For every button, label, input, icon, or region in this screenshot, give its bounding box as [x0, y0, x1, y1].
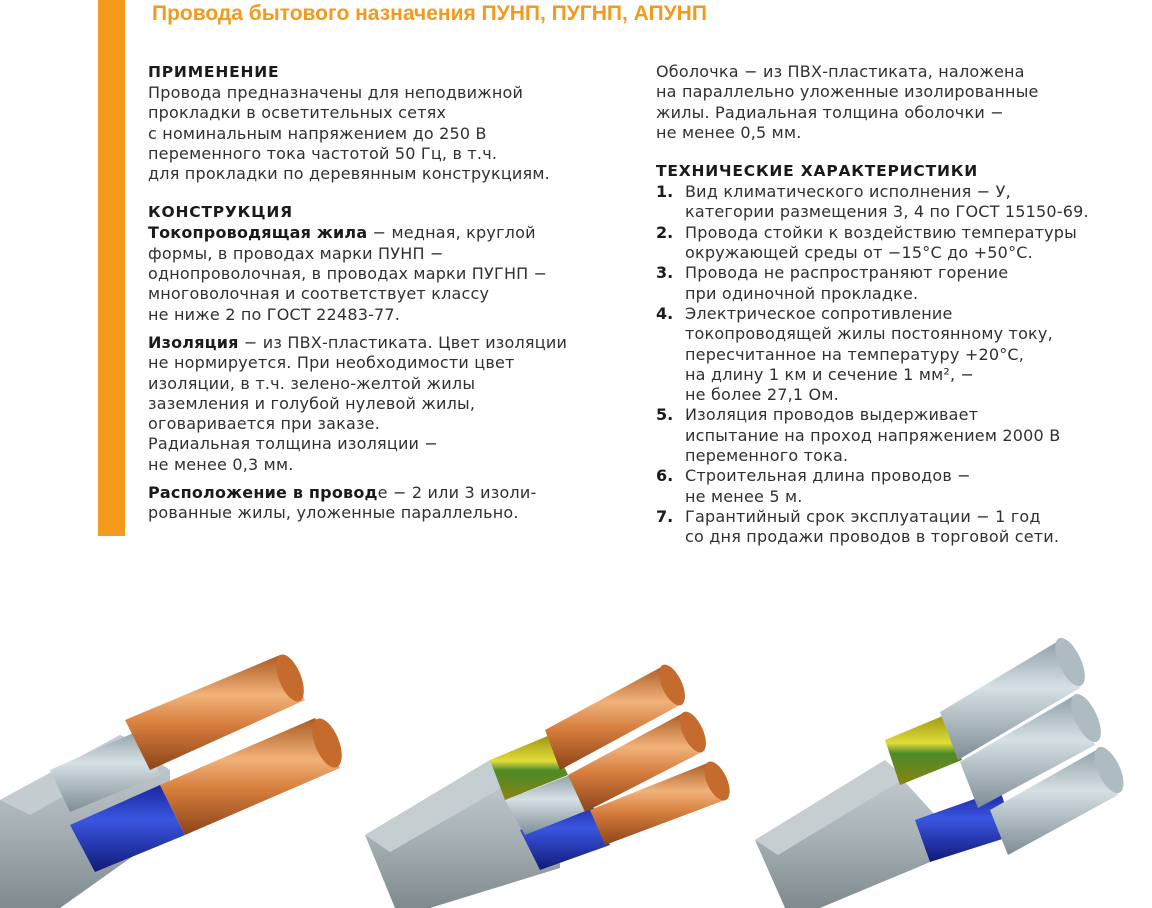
core-label: Токопроводящая жила [148, 223, 368, 243]
right-column [656, 62, 1131, 548]
left-column [148, 62, 618, 524]
application-heading: ПРИМЕНЕНИЕ [148, 63, 280, 81]
page-title: Провода бытового назначения ПУНП, ПУГНП, АПУНП [152, 2, 707, 25]
spec-number: 5. [656, 405, 674, 425]
spec-number: 4. [656, 303, 674, 323]
sheath-text: Оболочка − из ПВХ-пластиката, наложена на параллельно уложенные изолированные жилы. Радиальная толщина оболочки − не менее 0,5 мм. [656, 62, 1039, 142]
spec-number: 1. [656, 182, 674, 202]
cable-illustrations [0, 600, 1152, 908]
spec-text: Вид климатического исполнения − У, категории размещения 3, 4 по ГОСТ 15150-69. [685, 182, 1089, 222]
spec-item [656, 223, 1131, 264]
spec-text: Изоляция проводов выдерживает испытание на проход напряжением 2000 В переменного тока. [685, 405, 1061, 466]
core-text: − медная, круглой формы, в проводах марки ПУНП − однопроволочная, в проводах марки ПУГНП − многоволочная и соответствует классу не ниже 2 по ГОСТ 22483-77. [148, 223, 548, 324]
application-text: Провода предназначены для неподвижной прокладки в осветительных сетях с номинальным напряжением до 250 В переменного тока частотой 50 Гц, в т.ч. для прокладки по деревянным конструкциям. [148, 83, 550, 184]
spec-text: Электрическое сопротивление токопроводящей жилы постоянному току, пересчитанное на температуру +20°С, на длину 1 км и сечение 1 мм², − не более 27,1 Ом. [685, 303, 1053, 405]
accent-bar [98, 0, 125, 536]
spec-item [656, 507, 1131, 548]
spec-text: Провода стойки к воздействию температуры окружающей среды от −15°С до +50°С. [685, 222, 1077, 263]
specs-heading: ТЕХНИЧЕСКИЕ ХАРАКТЕРИСТИКИ [656, 162, 978, 181]
cable-three-core [365, 661, 735, 908]
layout-label: Расположение в провод [148, 483, 378, 503]
spec-number: 3. [656, 263, 674, 283]
cable-two-core [0, 651, 348, 908]
insulation-label: Изоляция [148, 332, 239, 352]
spec-number: 2. [656, 222, 674, 242]
specs-list [656, 182, 1131, 547]
spec-item [656, 304, 1131, 405]
spec-item [656, 466, 1131, 507]
layout-text: е − 2 или 3 изоли- рованные жилы, уложенные параллельно. [148, 483, 537, 523]
insulation-text: − из ПВХ-пластиката. Цвет изоляции не нормируется. При необходимости цвет изоляции, в т.ч. зелено-желтой жилы заземления и голубой нулевой жилы, оговаривается при заказе. Радиальная толщина изоляции − не менее 0,3 мм. [148, 332, 568, 474]
spec-item [656, 405, 1131, 466]
insulation-paragraph [148, 333, 618, 475]
spec-text: Провода не распространяют горение при одиночной прокладке. [685, 263, 1009, 303]
spec-item [656, 182, 1131, 223]
spec-number: 6. [656, 466, 674, 486]
core-paragraph [148, 223, 618, 324]
spec-item [656, 263, 1131, 304]
spec-text: Строительная длина проводов − не менее 5 м. [685, 466, 971, 506]
cable-three-core-insulated [755, 634, 1130, 908]
spec-number: 7. [656, 506, 674, 526]
layout-paragraph [148, 483, 618, 524]
spec-text: Гарантийный срок эксплуатации − 1 год со дня продажи проводов в торговой сети. [685, 506, 1060, 547]
construction-heading: КОНСТРУКЦИЯ [148, 203, 293, 222]
